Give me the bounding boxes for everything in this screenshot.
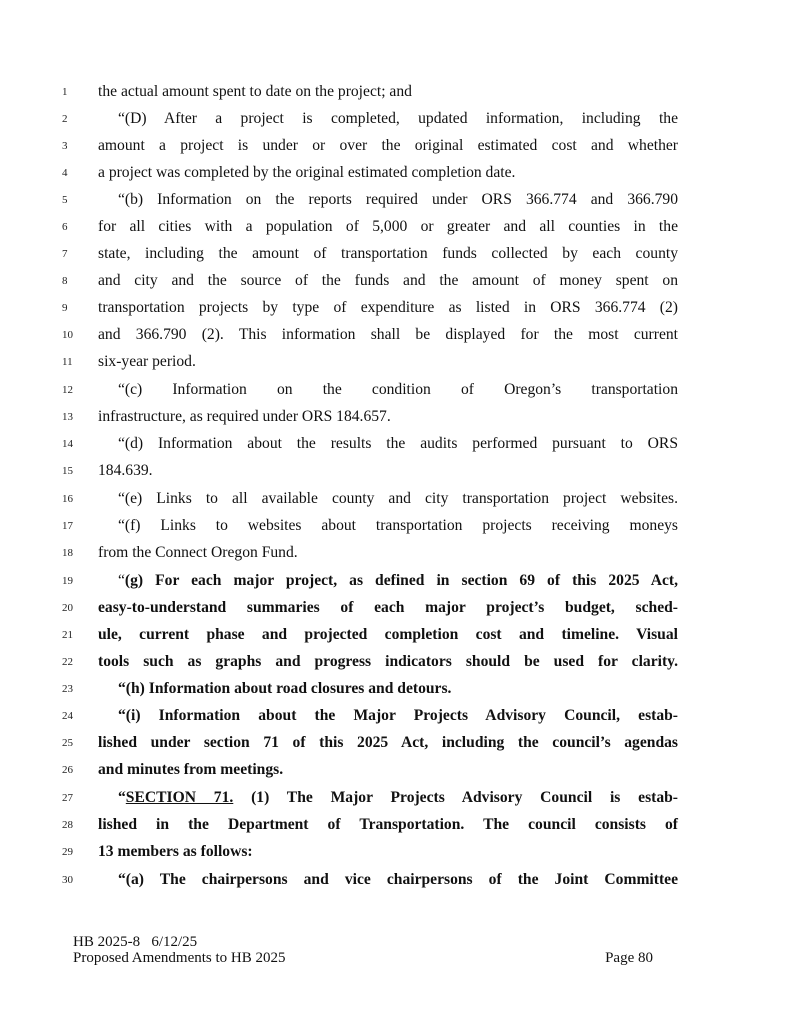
- document-line: [0, 161, 800, 188]
- document-line: [0, 840, 800, 867]
- line-number: 13: [62, 411, 73, 423]
- line-text: easy-to-understand summaries of each major project’s budget, sched-: [98, 599, 678, 616]
- line-number: 5: [62, 194, 68, 206]
- open-quote: “: [118, 572, 125, 589]
- page-footer: [73, 934, 653, 966]
- line-number: 14: [62, 438, 73, 450]
- document-line: [0, 242, 800, 269]
- document-line: [0, 487, 800, 514]
- line-text: the actual amount spent to date on the project; and: [98, 83, 412, 100]
- document-line: [0, 786, 800, 813]
- footer-row-version: [73, 934, 653, 950]
- document-line: [0, 215, 800, 242]
- document-line: [0, 704, 800, 731]
- line-number: 29: [62, 846, 73, 858]
- line-number: 19: [62, 575, 73, 587]
- line-number: 10: [62, 329, 73, 341]
- document-line: [0, 541, 800, 568]
- line-number: 16: [62, 493, 73, 505]
- page-number: Page 80: [605, 950, 653, 966]
- line-text: “(c) Information on the condition of Oregon’s transportation: [118, 381, 678, 398]
- line-text: lished in the Department of Transportation. The council consists of: [98, 816, 678, 833]
- open-quote: “: [118, 789, 126, 806]
- document-line: [0, 296, 800, 323]
- line-number: 9: [62, 302, 68, 314]
- section-text: (1) The Major Projects Advisory Council is estab-: [233, 789, 678, 806]
- document-line: [0, 677, 800, 704]
- line-text: [118, 571, 678, 591]
- document-line: [0, 623, 800, 650]
- document-title: Proposed Amendments to HB 2025: [73, 950, 286, 966]
- line-number: 23: [62, 683, 73, 695]
- line-text: for all cities with a population of 5,000 or greater and all counties in the: [98, 218, 678, 235]
- footer-row-title: [73, 950, 653, 966]
- line-text: from the Connect Oregon Fund.: [98, 544, 298, 561]
- line-text: “(e) Links to all available county and city transportation project websites.: [118, 490, 678, 507]
- line-text: six-year period.: [98, 353, 196, 370]
- document-line: [0, 596, 800, 623]
- line-text: “(i) Information about the Major Projects Advisory Council, estab-: [118, 707, 678, 724]
- line-number: 11: [62, 356, 73, 368]
- document-line: [0, 758, 800, 785]
- document-line: [0, 188, 800, 215]
- line-number: 20: [62, 602, 73, 614]
- document-line: [0, 405, 800, 432]
- line-text: ule, current phase and projected completion cost and timeline. Visual: [98, 626, 678, 643]
- document-line: [0, 378, 800, 405]
- line-text: and 366.790 (2). This information shall be displayed for the most current: [98, 326, 678, 343]
- document-line: [0, 459, 800, 486]
- line-number: 3: [62, 140, 68, 152]
- document-line: [0, 650, 800, 677]
- line-number: 17: [62, 520, 73, 532]
- line-number: 26: [62, 764, 73, 776]
- line-text: and city and the source of the funds and the amount of money spent on: [98, 272, 678, 289]
- line-number: 30: [62, 874, 73, 886]
- line-text: “(f) Links to websites about transportation projects receiving moneys: [118, 517, 678, 534]
- line-text: [118, 788, 678, 808]
- line-number: 22: [62, 656, 73, 668]
- document-line: [0, 107, 800, 134]
- line-number: 25: [62, 737, 73, 749]
- document-line: [0, 323, 800, 350]
- line-number: 27: [62, 792, 73, 804]
- line-text: transportation projects by type of expenditure as listed in ORS 366.774 (2): [98, 299, 678, 316]
- line-text: “(b) Information on the reports required under ORS 366.774 and 366.790: [118, 191, 678, 208]
- line-text: 184.639.: [98, 462, 153, 479]
- line-text: state, including the amount of transportation funds collected by each county: [98, 245, 678, 262]
- line-text: and minutes from meetings.: [98, 761, 284, 778]
- document-line: [0, 269, 800, 296]
- document-line: [0, 134, 800, 161]
- line-number: 24: [62, 710, 73, 722]
- document-line: [0, 731, 800, 758]
- document-line: [0, 813, 800, 840]
- line-number: 2: [62, 113, 68, 125]
- line-number: 1: [62, 86, 68, 98]
- bill-version: HB 2025-8 6/12/25: [73, 934, 198, 950]
- line-number: 15: [62, 465, 73, 477]
- line-text: “(a) The chairpersons and vice chairpersons of the Joint Committee: [118, 871, 678, 888]
- line-text: 13 members as follows:: [98, 843, 253, 860]
- line-number: 12: [62, 384, 73, 396]
- line-text: infrastructure, as required under ORS 184.657.: [98, 408, 391, 425]
- document-line: [0, 514, 800, 541]
- line-text: amount a project is under or over the original estimated cost and whether: [98, 137, 678, 154]
- document-line: [0, 432, 800, 459]
- line-text: “(d) Information about the results the audits performed pursuant to ORS: [118, 435, 678, 452]
- amendment-text: (g) For each major project, as defined in section 69 of this 2025 Act,: [124, 572, 678, 589]
- document-line: [0, 350, 800, 377]
- document-line: [0, 868, 800, 895]
- line-text: a project was completed by the original estimated completion date.: [98, 164, 516, 181]
- line-number: 8: [62, 275, 68, 287]
- line-number: 28: [62, 819, 73, 831]
- line-text: “(D) After a project is completed, updated information, including the: [118, 110, 678, 127]
- section-heading: SECTION 71.: [125, 789, 234, 806]
- document-line: [0, 569, 800, 596]
- line-text: lished under section 71 of this 2025 Act, including the council’s agendas: [98, 734, 678, 751]
- line-number: 21: [62, 629, 73, 641]
- line-number: 18: [62, 547, 73, 559]
- line-number: 4: [62, 167, 68, 179]
- line-text: “(h) Information about road closures and detours.: [118, 680, 452, 697]
- line-number: 7: [62, 248, 68, 260]
- line-text: tools such as graphs and progress indicators should be used for clarity.: [98, 653, 678, 670]
- line-number: 6: [62, 221, 68, 233]
- document-line: [0, 80, 800, 107]
